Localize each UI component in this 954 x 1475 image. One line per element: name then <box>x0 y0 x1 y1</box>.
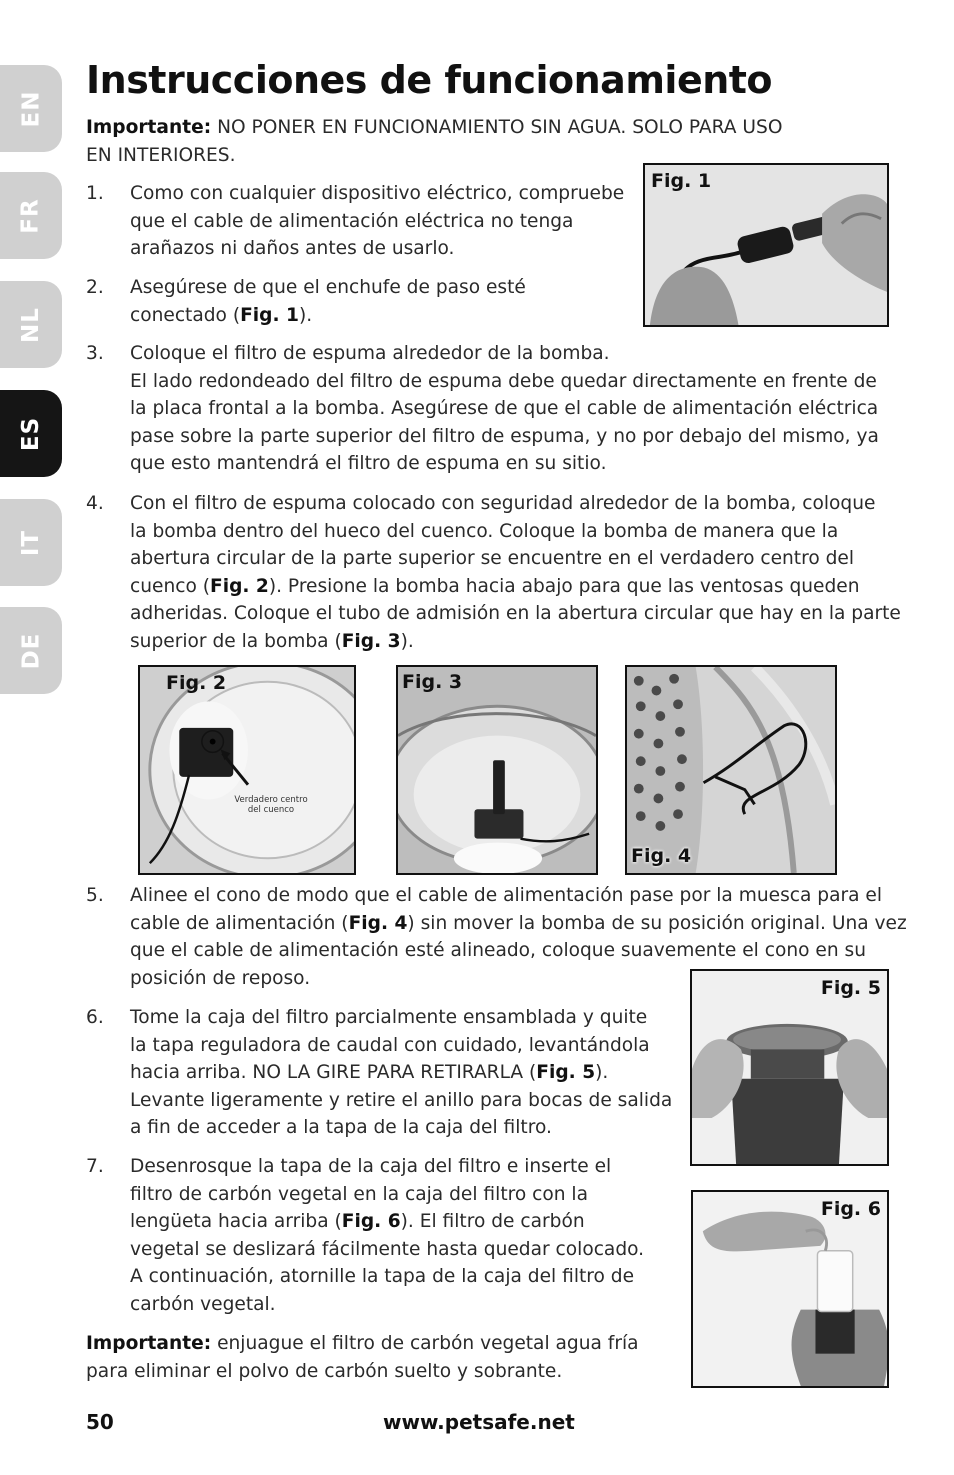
tab-it[interactable] <box>0 499 62 586</box>
text-run: cable de alimentación ( <box>130 912 349 934</box>
step-3 <box>130 340 879 478</box>
figure-3-photo <box>396 665 598 875</box>
figure-label: Fig. 1 <box>651 170 712 192</box>
important-notice-top <box>86 114 782 142</box>
step-line: filtro de carbón vegetal en la caja del filtro con la <box>130 1183 588 1205</box>
figure-label: Fig. 4 <box>631 845 692 867</box>
important-label: Importante: <box>86 117 212 138</box>
page-title: Instrucciones de funcionamiento <box>86 58 773 102</box>
charcoal-filter-illustration <box>693 1192 887 1386</box>
step-line: posición de reposo. <box>130 967 311 989</box>
step-line: Con el filtro de espuma colocado con seguridad alrededor de la bomba, coloque <box>130 493 876 514</box>
step-1 <box>130 180 624 263</box>
step-2 <box>130 274 526 329</box>
fig-reference: Fig. 3 <box>341 630 401 652</box>
important-notice-bottom <box>86 1330 639 1358</box>
step-line: Como con cualquier dispositivo eléctrico, compruebe <box>130 183 625 204</box>
tab-fr[interactable] <box>0 172 62 259</box>
text-run: ). Presione la bomba hacia abajo para que las ventosas queden <box>268 575 860 597</box>
figure-label: Fig. 6 <box>820 1198 881 1220</box>
flow-cap-removal-illustration <box>692 971 887 1164</box>
fig-reference: Fig. 6 <box>341 1211 401 1233</box>
figure-label: Fig. 5 <box>820 977 881 999</box>
figure-2-caption <box>216 795 326 815</box>
tab-de[interactable] <box>0 607 62 694</box>
fig-reference: Fig. 4 <box>348 912 408 934</box>
step-line <box>130 910 907 938</box>
step-line: Alinee el cono de modo que el cable de alimentación pase por la muesca para el <box>130 885 883 906</box>
figure-2-photo <box>138 665 356 875</box>
step-line <box>130 1208 644 1236</box>
step-number: 7. <box>86 1156 104 1177</box>
step-line: Asegúrese de que el enchufe de paso esté <box>130 277 526 298</box>
bowl-center-illustration <box>140 667 354 873</box>
tab-label: FR <box>17 197 44 234</box>
tab-nl[interactable] <box>0 281 62 368</box>
figure-label: Fig. 3 <box>402 671 463 693</box>
step-line: que el cable de alimentación esté alineado, coloque suavemente el cono en su <box>130 940 867 962</box>
tab-es[interactable] <box>0 390 62 477</box>
important-notice-bottom-line2: para eliminar el polvo de carbón suelto y sobrante. <box>86 1361 563 1382</box>
step-line <box>130 302 526 330</box>
figure-1-photo <box>643 163 889 327</box>
step-line: abertura circular de la parte superior se encuentre en el verdadero centro del <box>130 548 855 570</box>
step-line: Tome la caja del filtro parcialmente ensamblada y quite <box>130 1007 648 1028</box>
step-line: la tapa reguladora de caudal con cuidado, levantándola <box>130 1034 650 1056</box>
tab-label: IT <box>18 529 44 556</box>
text-run: ). <box>595 1062 609 1084</box>
text-run: ). <box>298 304 313 326</box>
fig-reference: Fig. 2 <box>210 575 269 597</box>
tab-label: ES <box>18 416 44 451</box>
step-line: vegetal se deslizará fácilmente hasta quedar colocado. <box>130 1238 645 1260</box>
step-line: Levante ligeramente y retire el anillo para bocas de salida <box>130 1089 673 1111</box>
step-line <box>130 573 901 601</box>
step-line: que esto mantendrá el filtro de espuma en su sitio. <box>130 453 607 475</box>
step-7 <box>130 1153 644 1319</box>
figure-label: Fig. 2 <box>166 672 227 694</box>
step-line: la placa frontal a la bomba. Asegúrese de que el cable de alimentación eléctrica <box>130 398 879 420</box>
text-run: hacia arriba. NO LA GIRE PARA RETIRARLA ( <box>130 1062 537 1084</box>
step-number: 3. <box>86 343 104 364</box>
tab-en[interactable] <box>0 65 62 152</box>
step-line: pase sobre la parte superior del filtro de espuma, y no por debajo del mismo, ya <box>130 425 879 447</box>
step-4 <box>130 490 901 656</box>
fig-reference: Fig. 1 <box>240 304 299 326</box>
step-line: Desenrosque la tapa de la caja del filtro e inserte el <box>130 1156 612 1177</box>
pump-tube-illustration <box>398 667 596 873</box>
figure-5-photo <box>690 969 889 1166</box>
step-line: arañazos ni daños antes de usarlo. <box>130 238 455 260</box>
important-label: Importante: <box>86 1333 212 1354</box>
step-number: 4. <box>86 493 104 514</box>
important-text: enjuague el filtro de carbón vegetal agua fría <box>217 1333 639 1354</box>
text-run: cuenco ( <box>130 575 210 597</box>
step-number: 2. <box>86 277 104 298</box>
step-line: a fin de acceder a la tapa de la caja del filtro. <box>130 1117 552 1139</box>
figure-6-photo <box>691 1190 889 1388</box>
important-text: NO PONER EN FUNCIONAMIENTO SIN AGUA. SOLO PARA USO <box>217 117 783 138</box>
caption-line: del cuenco <box>247 805 295 815</box>
step-number: 5. <box>86 885 104 906</box>
tab-label: EN <box>18 90 44 127</box>
step-line: adheridas. Coloque el tubo de admisión en la abertura circular que hay en la parte <box>130 603 901 625</box>
step-line: El lado redondeado del filtro de espuma debe quedar directamente en frente de <box>130 370 877 392</box>
tab-label: NL <box>18 306 44 343</box>
step-number: 1. <box>86 183 104 204</box>
page-number: 50 <box>86 1410 114 1434</box>
text-run: ). <box>400 630 414 652</box>
step-line: Coloque el filtro de espuma alrededor de la bomba. <box>130 343 610 364</box>
step-line <box>130 628 901 656</box>
tab-label: DE <box>18 632 44 669</box>
fig-reference: Fig. 5 <box>536 1062 596 1084</box>
step-line: la bomba dentro del hueco del cuenco. Coloque la bomba de manera que la <box>130 520 839 542</box>
step-line: A continuación, atornille la tapa de la caja del filtro de <box>130 1266 635 1288</box>
text-run: ). El filtro de carbón <box>400 1211 585 1233</box>
step-line: que el cable de alimentación eléctrica no tenga <box>130 210 574 232</box>
cone-cable-notch-illustration <box>627 667 835 873</box>
figure-4-photo <box>625 665 837 875</box>
text-run: superior de la bomba ( <box>130 630 342 652</box>
step-line <box>130 1059 672 1087</box>
important-notice-top-line2: EN INTERIORES. <box>86 145 236 166</box>
step-6 <box>130 1004 672 1142</box>
text-run: lengüeta hacia arriba ( <box>130 1211 342 1233</box>
text-run: conectado ( <box>130 304 241 326</box>
caption-line: Verdadero centro <box>234 795 308 805</box>
step-line: carbón vegetal. <box>130 1293 276 1315</box>
text-run: ) sin mover la bomba de su posición original. Una vez <box>407 912 907 934</box>
step-number: 6. <box>86 1007 104 1028</box>
website-link[interactable]: www.petsafe.net <box>383 1410 575 1434</box>
